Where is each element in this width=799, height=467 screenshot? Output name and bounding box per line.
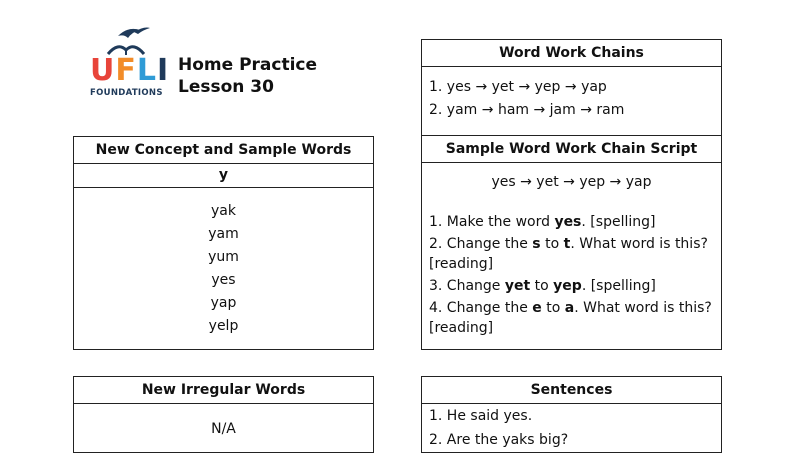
step-text: . What word is this? [reading] xyxy=(429,300,712,336)
step-text: . [spelling] xyxy=(581,214,656,230)
new-concept-panel xyxy=(73,136,374,350)
sample-word: yam xyxy=(208,226,239,242)
logo-letter: F xyxy=(115,53,137,88)
script-step-3 xyxy=(429,276,715,296)
step-text: to xyxy=(541,300,565,316)
sentences-panel xyxy=(421,376,722,453)
step-text: . [spelling] xyxy=(581,278,656,294)
chain-item: 2. yam → ham → jam → ram xyxy=(429,102,625,118)
step-text: 1. Make the word xyxy=(429,214,555,230)
logo-letter: U xyxy=(90,53,116,88)
step-word: yep xyxy=(553,278,582,294)
sample-word: yak xyxy=(211,203,236,219)
word-work-chains-panel xyxy=(421,39,722,136)
irregular-words-panel xyxy=(73,376,374,453)
sample-word: yelp xyxy=(208,318,239,334)
irregular-title: New Irregular Words xyxy=(74,377,373,404)
grapheme: y xyxy=(74,164,373,188)
step-text: 2. Change the xyxy=(429,236,533,252)
ufli-logo xyxy=(88,24,170,100)
step-text: to xyxy=(540,236,564,252)
ufli-wordmark xyxy=(90,53,170,88)
step-word: yet xyxy=(504,278,531,294)
page-title xyxy=(178,54,317,98)
logo-subtitle: FOUNDATIONS xyxy=(90,88,163,98)
script-step-2 xyxy=(429,234,715,274)
sample-word-list xyxy=(74,188,373,338)
title-line-1: Home Practice xyxy=(178,55,318,75)
new-concept-title: New Concept and Sample Words xyxy=(74,137,373,164)
step-text: 4. Change the xyxy=(429,300,533,316)
sample-word: yes xyxy=(211,272,236,288)
step-word: yes xyxy=(554,214,582,230)
step-letter: s xyxy=(532,236,541,252)
script-step-4 xyxy=(429,298,715,338)
logo-letter: L xyxy=(136,53,157,88)
step-letter: a xyxy=(564,300,575,316)
sentence-list xyxy=(422,404,721,452)
sentence-item: 1. He said yes. xyxy=(429,408,533,424)
script-step-1 xyxy=(429,212,715,232)
step-text: to xyxy=(530,278,554,294)
chains-title: Word Work Chains xyxy=(422,40,721,67)
irregular-value: N/A xyxy=(211,421,236,437)
title-line-2: Lesson 30 xyxy=(178,77,274,97)
step-text: . What word is this? [reading] xyxy=(429,236,708,272)
script-steps xyxy=(422,194,721,338)
step-letter: t xyxy=(563,236,571,252)
logo-letter: I xyxy=(157,53,170,88)
script-chain: yes → yet → yep → yap xyxy=(491,174,652,190)
step-letter: e xyxy=(532,300,542,316)
script-title: Sample Word Work Chain Script xyxy=(422,136,721,163)
sample-word: yum xyxy=(208,249,239,265)
chain-script-panel xyxy=(421,135,722,350)
sentences-title: Sentences xyxy=(422,377,721,404)
step-text: 3. Change xyxy=(429,278,505,294)
sample-word: yap xyxy=(210,295,237,311)
chain-list xyxy=(422,67,721,122)
sentence-item: 2. Are the yaks big? xyxy=(429,432,569,448)
chain-item: 1. yes → yet → yep → yap xyxy=(429,79,607,95)
